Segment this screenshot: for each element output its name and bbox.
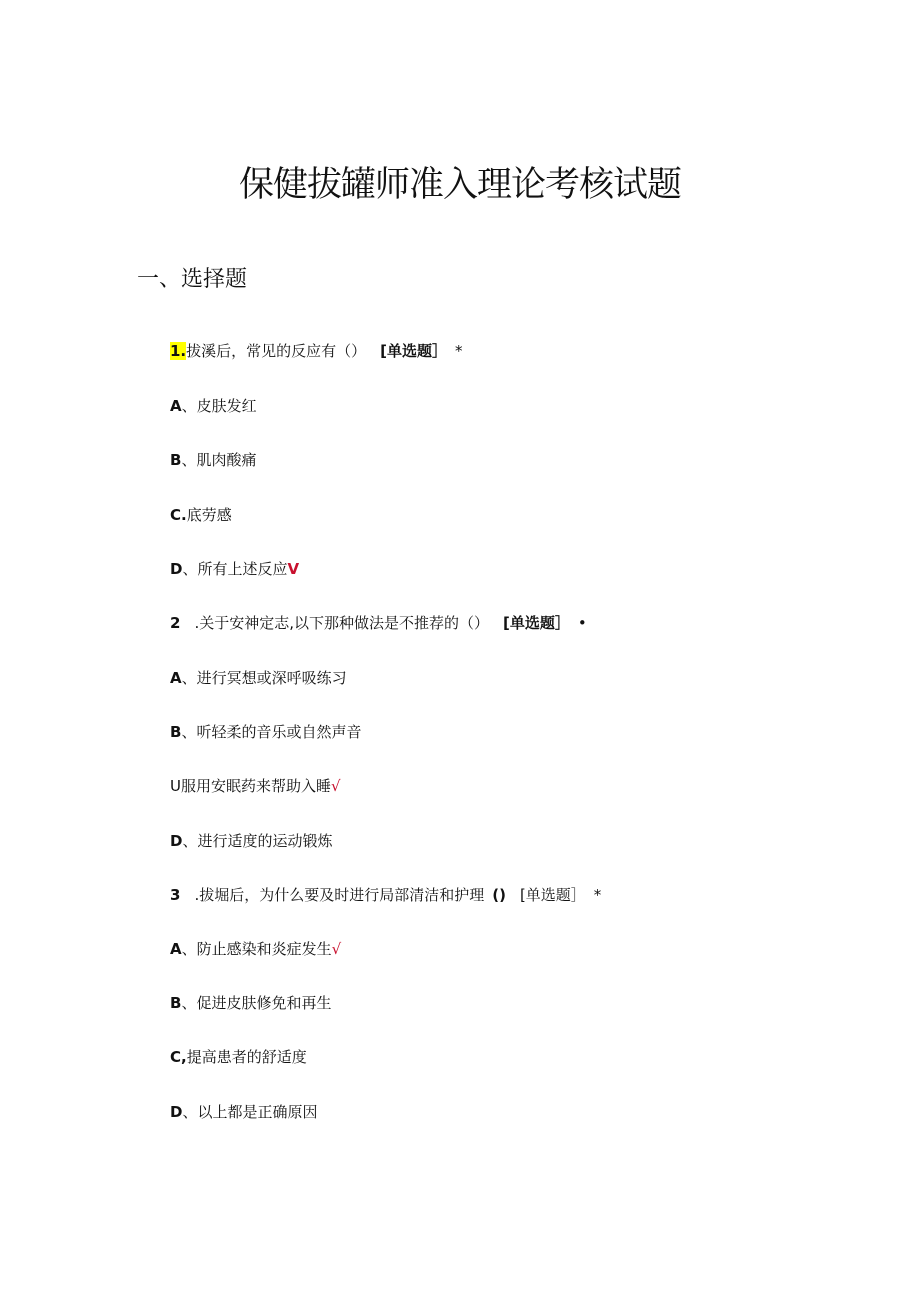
option-label: C. xyxy=(170,506,187,524)
question-1-option-d xyxy=(170,558,299,580)
question-1-option-a xyxy=(170,395,257,417)
question-3-number: 3 xyxy=(170,886,181,904)
option-label: B xyxy=(170,994,182,1012)
option-label: A xyxy=(170,669,182,687)
question-2-number: 2 xyxy=(170,614,181,632)
question-3-option-a xyxy=(170,938,341,960)
question-3-option-b xyxy=(170,992,331,1014)
question-3-option-d xyxy=(170,1101,317,1123)
option-text: 提高患者的舒适度 xyxy=(186,1048,307,1066)
option-text: 、皮肤发红 xyxy=(181,397,257,415)
question-2-type: [单选题］ xyxy=(502,614,570,632)
option-text: 、以上都是正确原因 xyxy=(182,1103,318,1121)
question-2-option-a xyxy=(170,667,347,689)
option-label: B xyxy=(170,451,182,469)
option-label: D xyxy=(170,560,183,578)
option-label: B xyxy=(170,723,182,741)
question-1-number: 1. xyxy=(170,342,187,360)
option-text: 、防止感染和炎症发生 xyxy=(181,940,332,958)
question-3-text: .拔堀后，为什么要及时进行局部清洁和护理 xyxy=(194,886,485,904)
question-3 xyxy=(170,884,601,906)
option-label: D xyxy=(170,832,183,850)
option-label: A xyxy=(170,940,182,958)
correct-answer-mark: V xyxy=(287,560,300,578)
question-1-option-b xyxy=(170,449,256,471)
document-title: 保健拔罐师准入理论考核试题 xyxy=(238,165,681,205)
option-text: 、肌肉酸痛 xyxy=(181,451,257,469)
question-2 xyxy=(170,612,587,634)
option-label: D xyxy=(170,1103,183,1121)
option-label: A xyxy=(170,397,182,415)
correct-answer-mark: √ xyxy=(331,940,342,958)
question-3-required-mark: * xyxy=(593,886,602,904)
question-2-option-c xyxy=(170,775,341,797)
question-1 xyxy=(170,340,463,362)
correct-answer-mark: √ xyxy=(330,777,341,795)
question-1-required-mark: * xyxy=(455,342,463,360)
option-text: 、促进皮肤修免和再生 xyxy=(181,994,332,1012)
option-text: 、进行冥想或深呼吸练习 xyxy=(181,669,347,687)
option-text: U服用安眠药来帮助入睡 xyxy=(170,777,331,795)
question-1-option-c xyxy=(170,504,232,526)
question-2-text: .关于安神定志,以下那种做法是不推荐的（） xyxy=(194,614,489,632)
question-3-option-c xyxy=(170,1046,307,1068)
option-text: 底劳感 xyxy=(186,506,232,524)
question-2-option-b xyxy=(170,721,361,743)
option-text: 、听轻柔的音乐或自然声音 xyxy=(181,723,362,741)
question-3-type: [单选题］ xyxy=(519,886,586,904)
question-2-option-d xyxy=(170,830,332,852)
option-label: C, xyxy=(170,1048,187,1066)
question-2-required-mark: • xyxy=(577,614,587,632)
option-text: 、所有上述反应 xyxy=(182,560,288,578)
question-3-paren: () xyxy=(492,886,506,904)
question-1-type: [单选题］ xyxy=(380,342,448,360)
section-heading: 一、选择题 xyxy=(137,267,248,292)
option-text: 、进行适度的运动锻炼 xyxy=(182,832,333,850)
question-1-text: 拔溪后，常见的反应有（） xyxy=(186,342,367,360)
